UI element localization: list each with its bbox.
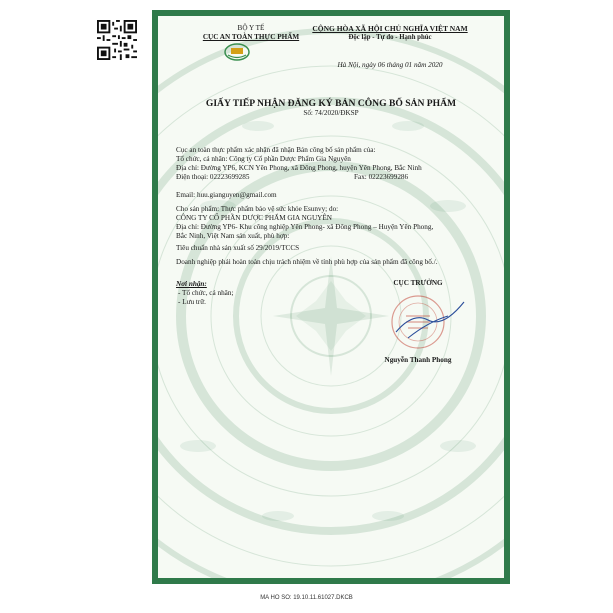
body-address: Địa chỉ: Đường YP6, KCN Yên Phong, xã Đông Phong, huyện Yên Phong, Bắc Ninh <box>176 164 422 172</box>
body-email: Email: huu.gianguyen@gmail.com <box>176 191 277 199</box>
body-standard: Tiêu chuẩn nhà sản xuất số 29/2019/TCCS <box>176 244 300 252</box>
document-title: GIẤY TIẾP NHẬN ĐĂNG KÝ BẢN CÔNG BỐ SẢN PHẨM <box>205 98 457 109</box>
body-fax: Fax: 02223699286 <box>354 173 409 181</box>
body-producer: CÔNG TY CỔ PHẦN DƯỢC PHẨM GIA NGUYÊN <box>176 214 332 222</box>
recipient-item: - Lưu trữ. <box>178 298 206 306</box>
agency-logo-icon <box>224 43 250 61</box>
body-producer-address-2: Bắc Ninh, Việt Nam sản xuất, phù hợp: <box>176 232 290 240</box>
body-responsibility: Doanh nghiệp phải hoàn toàn chịu trách nhiệm về tính phù hợp của sản phẩm đã công bố./. <box>176 258 438 266</box>
record-code: MA HO SO: 19.10.11.61027.DKCB <box>260 595 353 601</box>
official-stamp-icon <box>378 292 468 354</box>
signer-name: Nguyễn Thanh Phong <box>384 356 452 364</box>
certificate-page <box>158 16 504 578</box>
body-producer-address-1: Địa chỉ: Đường YP6- Khu công nghiệp Yên Phong- xã Đông Phong – Huyện Yên Phong, <box>176 223 434 231</box>
body-organization: Tổ chức, cá nhân: Công ty Cổ phần Dược Phẩm Gia Nguyên <box>176 155 351 163</box>
motto: Độc lập - Tự do - Hạnh phúc <box>348 34 432 41</box>
agency-name: CỤC AN TOÀN THỰC PHẨM <box>202 33 300 41</box>
certificate-frame <box>152 10 510 584</box>
body-phone: Điện thoại: 02223699285 <box>176 173 250 181</box>
document-number: Số: 74/2020/ĐKSP <box>303 109 359 117</box>
place-date: Hà Nội, ngày 06 tháng 01 năm 2020 <box>337 61 443 69</box>
body-intro: Cục an toàn thực phẩm xác nhận đã nhận Bản công bố sản phẩm của: <box>176 146 376 154</box>
recipients-label: Nơi nhận: <box>176 280 207 288</box>
republic-title: CỘNG HÒA XÃ HỘI CHỦ NGHĨA VIỆT NAM <box>312 24 468 33</box>
qr-code-icon <box>97 20 137 60</box>
agency-parent: BỘ Y TẾ <box>237 24 265 32</box>
signer-role: CỤC TRƯỞNG <box>393 279 443 287</box>
recipient-item: - Tổ chức, cá nhân; <box>178 289 234 297</box>
body-product: Cho sản phẩm: Thực phẩm bảo vệ sức khỏe Esunvy; do: <box>176 205 339 213</box>
